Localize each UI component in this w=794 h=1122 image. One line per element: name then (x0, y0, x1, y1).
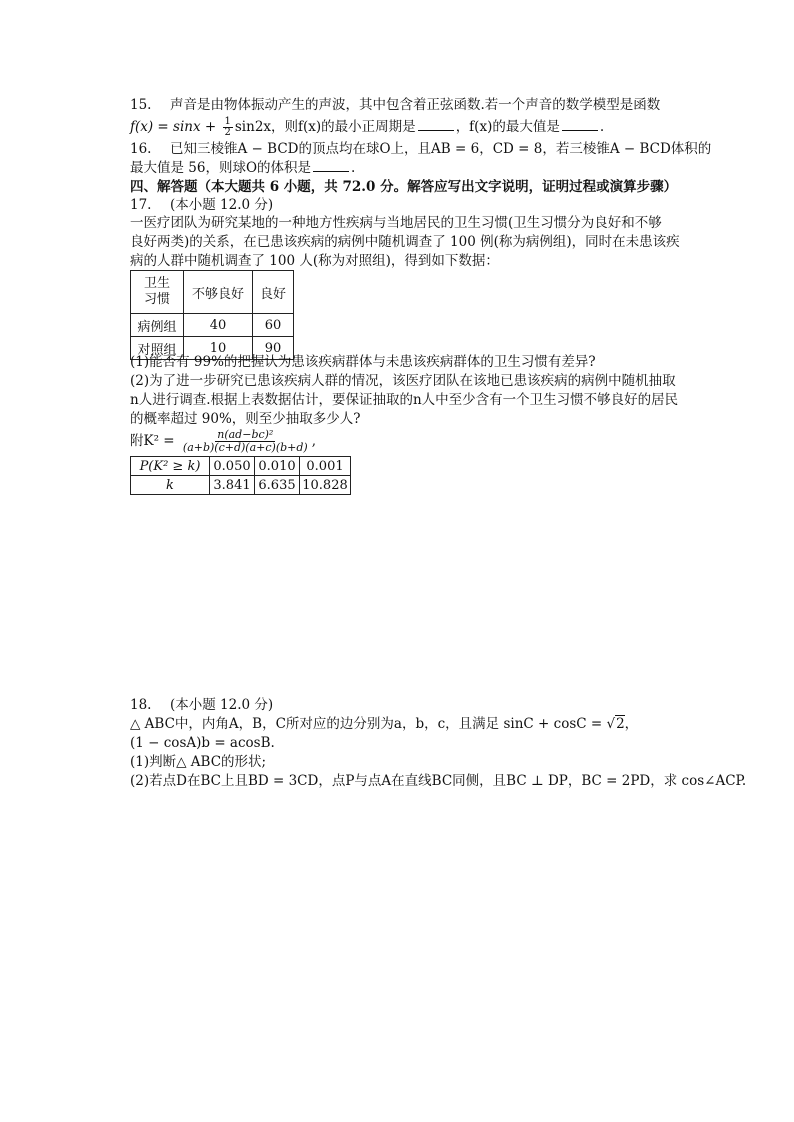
q17-para-3: 病的人群中随机调查了 100 人(称为对照组)，得到如下数据： (130, 253, 499, 269)
row-value: 0.050 (210, 457, 255, 476)
row-value: 60 (253, 314, 294, 337)
table-row (131, 457, 351, 476)
row-value: 90 (253, 337, 294, 360)
q17-sub-1: (1)能否有 99%的把握认为患该疾病群体与未患该疾病群体的卫生习惯有差异? (130, 354, 596, 370)
q15-blank-1 (418, 118, 454, 131)
row-value: 10 (184, 337, 253, 360)
row-value: 10.828 (300, 476, 351, 495)
q15-number: 15. (130, 97, 152, 113)
q18-line1 (130, 715, 638, 733)
q17-header (130, 196, 273, 214)
q18-number: 18. (130, 697, 152, 713)
q16-line2 (130, 159, 355, 177)
row-label: k (131, 476, 210, 495)
header-good: 良好 (253, 271, 294, 314)
formula-end: , (311, 433, 317, 449)
q16-blank (313, 159, 349, 172)
formula-numerator: n(ad−bc)² (217, 428, 274, 441)
header-hygiene-l2: 习惯 (143, 292, 170, 307)
q17-data-table (130, 270, 294, 360)
row-value: 6.635 (255, 476, 300, 495)
q18-sub-1: (1)判断△ ABC的形状; (130, 754, 267, 770)
q15-end: . (599, 119, 605, 135)
q16-number: 16. (130, 141, 152, 157)
row-label: 病例组 (131, 314, 184, 337)
q16-end: . (351, 160, 356, 176)
q18-line2: (1 − cosA)b = acosB. (130, 735, 275, 751)
row-value: 0.010 (255, 457, 300, 476)
section-4-heading: 四、解答题（本大题共 6 小题，共 72.0 分。解答应写出文字说明，证明过程或演算步骤） (130, 179, 678, 195)
q16-text-2: 最大值是 56，则球O的体积是 (130, 160, 312, 176)
row-label: P(K² ≥ k) (131, 457, 210, 476)
q15-frac-num: 1 (224, 116, 231, 127)
row-value: 0.001 (300, 457, 351, 476)
q17-score: (本小题 12.0 分) (170, 197, 274, 213)
table-row (131, 476, 351, 495)
q15-text-mid2: ，f(x)的最大值是 (455, 119, 560, 135)
q17-sub-2-line2: n人进行调查.根据上表数据估计，要保证抽取的n人中至少含有一个卫生习惯不够良好的居民 (130, 392, 679, 408)
q17-para-1: 一医疗团队为研究某地的一种地方性疾病与当地居民的卫生习惯(卫生习惯分为良好和不够 (130, 215, 662, 231)
q17-formula (130, 428, 316, 454)
sqrt-symbol: √ (606, 716, 616, 732)
q15-frac-den: 2 (224, 127, 231, 138)
header-not-good: 不够良好 (184, 271, 253, 314)
q17-number: 17. (130, 197, 152, 213)
q18-sub-2: (2)若点D在BC上且BD = 3CD，点P与点A在直线BC同侧，且BC ⊥ DP，BC = 2PD，求 cos∠ACP. (130, 773, 747, 789)
q17-sub-2-line3: 的概率超过 90%，则至少抽取多少人? (130, 411, 361, 427)
q18-header (130, 696, 273, 714)
q15-function: f(x) = sinx + (130, 119, 221, 135)
q18-text-1: △ ABC中，内角A，B，C所对应的边分别为a，b，c，且满足 sinC + cosC = (130, 716, 607, 732)
k-critical-table (130, 456, 351, 495)
formula-fraction (181, 429, 310, 454)
table-row (131, 314, 294, 337)
q15-line2 (130, 117, 604, 138)
table-header-row (131, 271, 294, 314)
q16-text-1: 已知三棱锥A − BCD的顶点均在球O上，且AB = 6，CD = 8，若三棱锥A − BCD体积的 (170, 141, 712, 157)
formula-denominator: (a+b)(c+d)(a+c)(b+d) (182, 441, 308, 454)
q15-text-1: 声音是由物体振动产生的声波，其中包含着正弦函数.若一个声音的数学模型是函数 (170, 97, 661, 113)
header-hygiene (131, 271, 184, 314)
q17-sub-2-line1: (2)为了进一步研究已患该疾病人群的情况，该医疗团队在该地已患该疾病的病例中随机抽取 (130, 373, 676, 389)
formula-prefix: 附K² = (130, 433, 179, 449)
q17-para-2: 良好两类)的关系，在已患该疾病的病例中随机调查了 100 例(称为病例组)，同时在未患该疾 (130, 234, 680, 250)
q18-sqrt-value: 2 (616, 716, 625, 732)
q15-text-mid: ，则f(x)的最小正周期是 (271, 119, 416, 135)
row-value: 3.841 (210, 476, 255, 495)
q16-line1 (130, 140, 711, 158)
row-value: 40 (184, 314, 253, 337)
q15-line1 (130, 96, 660, 114)
q15-sin2x: sin2x (234, 119, 272, 135)
header-hygiene-l1: 卫生 (143, 276, 170, 291)
q15-fraction (223, 117, 233, 138)
row-label: 对照组 (131, 337, 184, 360)
q18-score: (本小题 12.0 分) (170, 697, 274, 713)
q18-text-1-end: ， (624, 716, 639, 732)
q15-blank-2 (562, 118, 598, 131)
